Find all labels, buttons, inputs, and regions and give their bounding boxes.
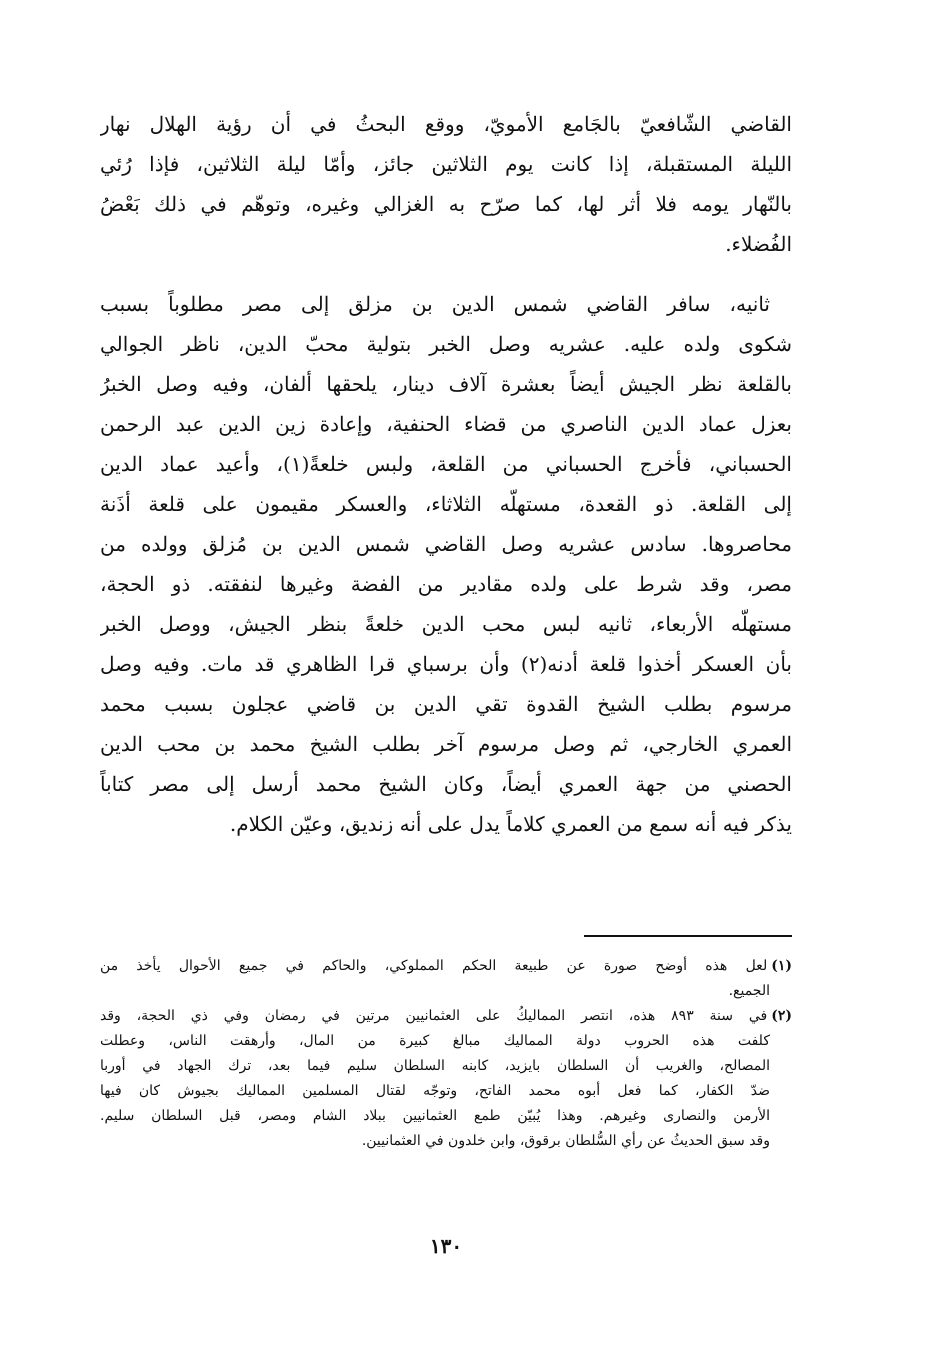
text-line: شكوى ولده عليه. عشريه وصل الخبر بتولية محبّ الدين، ناظر الجوالي xyxy=(100,332,792,356)
text-line: بالقلعة نظر الجيش أيضاً بعشرة آلاف دينار، يلحقها ألفان، وفيه وصل الخبرُ xyxy=(100,372,792,396)
paragraph-events xyxy=(100,284,792,844)
page-number: ١٣٠ xyxy=(429,1234,463,1258)
text-line: بعزل عماد الدين الناصري من قضاء الحنفية، وإعادة زين الدين عبد الرحمن xyxy=(100,412,792,436)
footnote-1 xyxy=(100,954,792,1004)
footnote-divider xyxy=(584,935,792,937)
footnote-line: الجميع. xyxy=(728,983,770,999)
footnotes xyxy=(100,954,792,1154)
text-line: إلى القلعة. ذو القعدة، مستهلّه الثلاثاء، والعسكر مقيمون على قلعة أذَنة xyxy=(100,492,792,516)
footnote-marker: (٢) xyxy=(771,1008,792,1024)
text-line: محاصروها. سادس عشريه وصل القاضي شمس الدين بن مُزلق وولده من xyxy=(100,532,792,556)
text-line: مرسوم بطلب الشيخ القدوة تقي الدين بن قاضي عجلون بسبب محمد xyxy=(100,692,792,716)
text-line: بأن العسكر أخذوا قلعة أدنه(٢) وأن برسباي قرا الظاهري قد مات. وفيه وصل xyxy=(100,652,792,676)
footnote-marker: (١) xyxy=(771,958,792,974)
footnote-line: الأرمن والنصارى وغيرهم. وهذا يُبيّن طمع العثمانيين ببلاد الشام ومصر، قبل السلطان سليم. xyxy=(100,1108,770,1124)
footnote-line xyxy=(100,954,792,979)
text-line: القاضي الشّافعيّ بالجَامع الأمويّ، ووقع البحثُ في أن رؤية الهلال نهار xyxy=(100,112,792,136)
footnote-2 xyxy=(100,1004,792,1154)
footnote-text: في سنة ٨٩٣ هذه، انتصر المماليكُ على العثمانيين مرتين في رمضان وفي ذي الحجة، وقد xyxy=(100,1008,768,1024)
text-line: مصر، وقد شرط على ولده مقادير من الفضة وغيرها لنفقته. ذو الحجة، xyxy=(100,572,792,596)
text-line: الحسباني، فأخرج الحسباني من القلعة، ولبس خلعةً(١)، وأعيد عماد الدين xyxy=(100,452,792,476)
text-line: بالنّهار يومه فلا أثر لها، كما صرّح به الغزالي وغيره، وتوهّم في ذلك بَعْضُ xyxy=(100,192,792,216)
footnote-line xyxy=(100,1004,792,1029)
text-line: الحصني من جهة العمري أيضاً، وكان الشيخ محمد أرسل إلى مصر كتاباً xyxy=(100,772,792,796)
footnote-text: لعل هذه أوضح صورة عن طبيعة الحكم المملوكي، والحاكم في جميع الأحوال يأخذ من xyxy=(100,958,768,974)
text-line: العمري الخارجي، ثم وصل مرسوم آخر بطلب الشيخ محمد بن محب الدين xyxy=(100,732,792,756)
footnote-line: كلفت هذه الحروب دولة المماليك مبالغ كبيرة من المال، وأرهقت الناس، وعطلت xyxy=(100,1033,770,1049)
footnote-line: وقد سبق الحديثُ عن رأي السُّلطان برقوق، وابن خلدون في العثمانيين. xyxy=(361,1133,770,1149)
text-line: مستهلّه الأربعاء، ثانيه لبس محب الدين خلعةً بنظر الجيش، ووصل الخبر xyxy=(100,612,792,636)
text-line: ثانيه، سافر القاضي شمس الدين بن مزلق إلى مصر مطلوباً بسبب xyxy=(100,292,770,316)
paragraph-continuation xyxy=(100,104,792,264)
book-page xyxy=(100,104,792,1304)
text-line: الفُضلاء. xyxy=(725,232,792,256)
footnote-line: المصالح، والغريب أن السلطان بايزيد، كابنه السلطان سليم فيما بعد، ترك الجهاد في أوربا xyxy=(100,1058,770,1074)
text-line: الليلة المستقبلة، إذا كانت يوم الثلاثين جائز، وأمّا ليلة الثلاثين، فإذا رُئي xyxy=(100,152,792,176)
footnote-line: ضدّ الكفار، كما فعل أبوه محمد الفاتح، وتوجّه لقتال المسلمين المماليك بجيوش كان فيها xyxy=(100,1083,770,1099)
text-line: يذكر فيه أنه سمع من العمري كلاماً يدل على أنه زنديق، وعيّن الكلام. xyxy=(229,812,792,836)
